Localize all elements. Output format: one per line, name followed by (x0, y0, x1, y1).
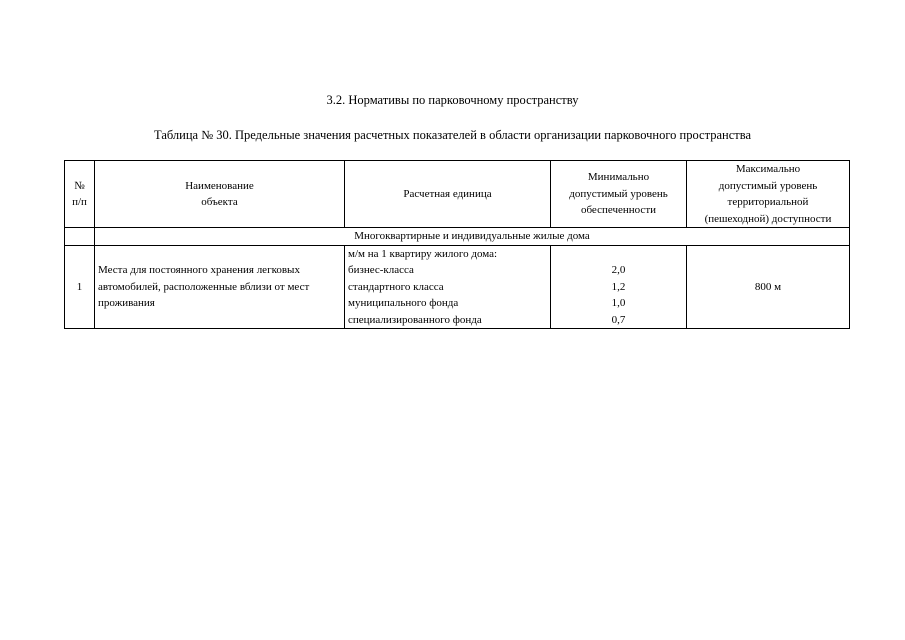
unit-item: специализированного фонда (348, 313, 482, 326)
group-label: Многоквартирные и индивидуальные жилые дома (95, 228, 850, 246)
header-min (551, 161, 687, 228)
group-num-cell (65, 228, 95, 246)
min-spacer (554, 246, 683, 263)
header-max-line: (пешеходной) доступности (704, 212, 832, 225)
header-num-line: № (74, 179, 85, 192)
group-row (65, 228, 850, 246)
section-title: 3.2. Нормативы по парковочному пространству (326, 93, 579, 107)
header-max (687, 161, 850, 228)
unit-item: бизнес-класса (348, 264, 414, 276)
unit-header: м/м на 1 квартиру жилого дома: (348, 247, 498, 260)
header-num (65, 161, 95, 228)
header-name-line: Наименование (185, 179, 254, 192)
min-value: 2,0 (611, 264, 626, 276)
header-max-line: территориальной (727, 196, 809, 208)
row-min-cell (551, 245, 687, 329)
unit-item: муниципального фонда (348, 297, 459, 309)
header-min-line: Минимально (587, 171, 650, 184)
header-name-line: объекта (201, 196, 238, 208)
unit-item: стандартного класса (348, 280, 444, 293)
row-object-name: Места для постоянного хранения легковых автомобилей, расположенные вблизи от мест проживания (95, 245, 345, 329)
row-unit-cell (345, 245, 551, 329)
header-name (95, 161, 345, 228)
min-value: 1,2 (611, 280, 626, 293)
min-value: 0,7 (611, 313, 626, 326)
header-min-line: допустимый уровень (569, 187, 668, 200)
header-max-line: Максимально (735, 163, 801, 175)
min-value: 1,0 (611, 297, 626, 309)
header-min-line: обеспеченности (580, 204, 657, 217)
header-max-line: допустимый уровень (718, 179, 818, 192)
table-row (65, 245, 850, 329)
row-max-value: 800 м (687, 245, 850, 329)
table-caption: Таблица № 30. Предельные значения расчетных показателей в области организации парковочного пространства (154, 128, 751, 142)
table-header-row (65, 161, 850, 228)
header-num-line: п/п (72, 196, 87, 208)
norms-table (64, 160, 850, 329)
row-num: 1 (65, 245, 95, 329)
header-unit: Расчетная единица (345, 161, 551, 228)
